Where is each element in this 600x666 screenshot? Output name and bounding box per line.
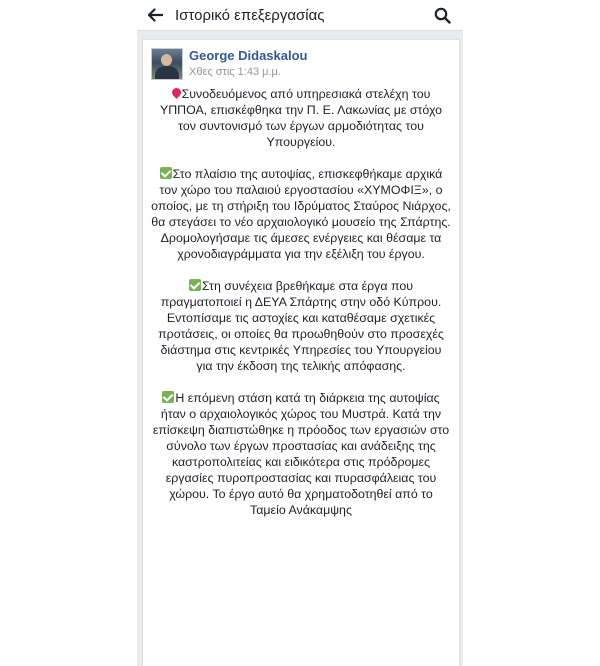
paragraph-text: Στο πλαίσιο της αυτοψίας, επισκεφθήκαμε αρχικά τον χώρο του παλαιού εργοστασίου «ΧΥΜΟΦΙΞ», ο οποίος, με τη στήριξη του Ιδρύματος Σταύρος Νιάρχος, θα στεγάσει το νέο αρχαιολογικό μουσείο της Σπάρτης. Δρομολογήσαμε τις άμεσες ενέργειες και θέσαμε τα χρονοδιαγράμματα για την εξέλιξη του έργου.	[151, 167, 451, 261]
top-app-bar	[137, 0, 463, 31]
check-mark-icon	[189, 279, 201, 291]
post-timestamp[interactable]: Χθες στις 1:43 μ.μ.	[189, 66, 281, 78]
author-name[interactable]: George Didaskalou	[189, 48, 308, 63]
check-mark-icon	[162, 391, 174, 403]
post-paragraph	[151, 278, 451, 374]
page-title: Ιστορικό επεξεργασίας	[175, 6, 325, 24]
search-button[interactable]	[427, 0, 457, 30]
post-paragraph	[151, 166, 451, 262]
phone-screen	[137, 0, 463, 666]
search-icon	[434, 7, 451, 24]
paragraph-text: Η επόμενη στάση κατά τη διάρκεια της αυτοψίας ήταν ο αρχαιολογικός χώρος του Μυστρά. Κατά την επίσκεψη διαπιστώθηκε η πρόοδος των εργασιών στο σύνολο των έργων προστασίας και ανάδειξης της καστροπολιτείας και ειδικότερα στις πρόδρομες εργασίες πυροπροστασίας και πυρασφάλειας του χώρου. Το έργο αυτό θα χρηματοδοτηθεί από το Ταμείο Ανάκαμψης	[152, 391, 450, 517]
post-card	[142, 39, 460, 666]
avatar-shoulders	[155, 66, 179, 80]
pushpin-icon	[172, 88, 181, 99]
post-paragraph	[151, 86, 451, 150]
check-mark-icon	[160, 167, 172, 179]
avatar-head	[161, 54, 172, 66]
arrow-left-icon	[147, 8, 163, 22]
avatar[interactable]	[151, 48, 183, 80]
post-body	[143, 80, 459, 518]
paragraph-text: Στη συνέχεια βρεθήκαμε στα έργα που πραγματοποιεί η ΔΕΥΑ Σπάρτης στην οδό Κύπρου. Εντοπίσαμε τις αστοχίες και καταθέσαμε σχετικές προτάσεις, οι οποίες θα προωθηθούν στο προσεχές διάστημα στις κεντρικές Υπηρεσίες του Υπουργείου για την έκδοση της τελικής απόφασης.	[158, 279, 444, 373]
paragraph-text: Συνοδευόμενος από υπηρεσιακά στελέχη του ΥΠΠΟΑ, επισκέφθηκα την Π. Ε. Λακωνίας με στόχο τον συντονισμό των έργων αρμοδιότητας του Υπουργείου.	[159, 87, 443, 149]
post-meta	[189, 48, 307, 79]
back-button[interactable]	[141, 0, 169, 30]
post-header	[143, 40, 459, 80]
post-paragraph	[151, 390, 451, 518]
